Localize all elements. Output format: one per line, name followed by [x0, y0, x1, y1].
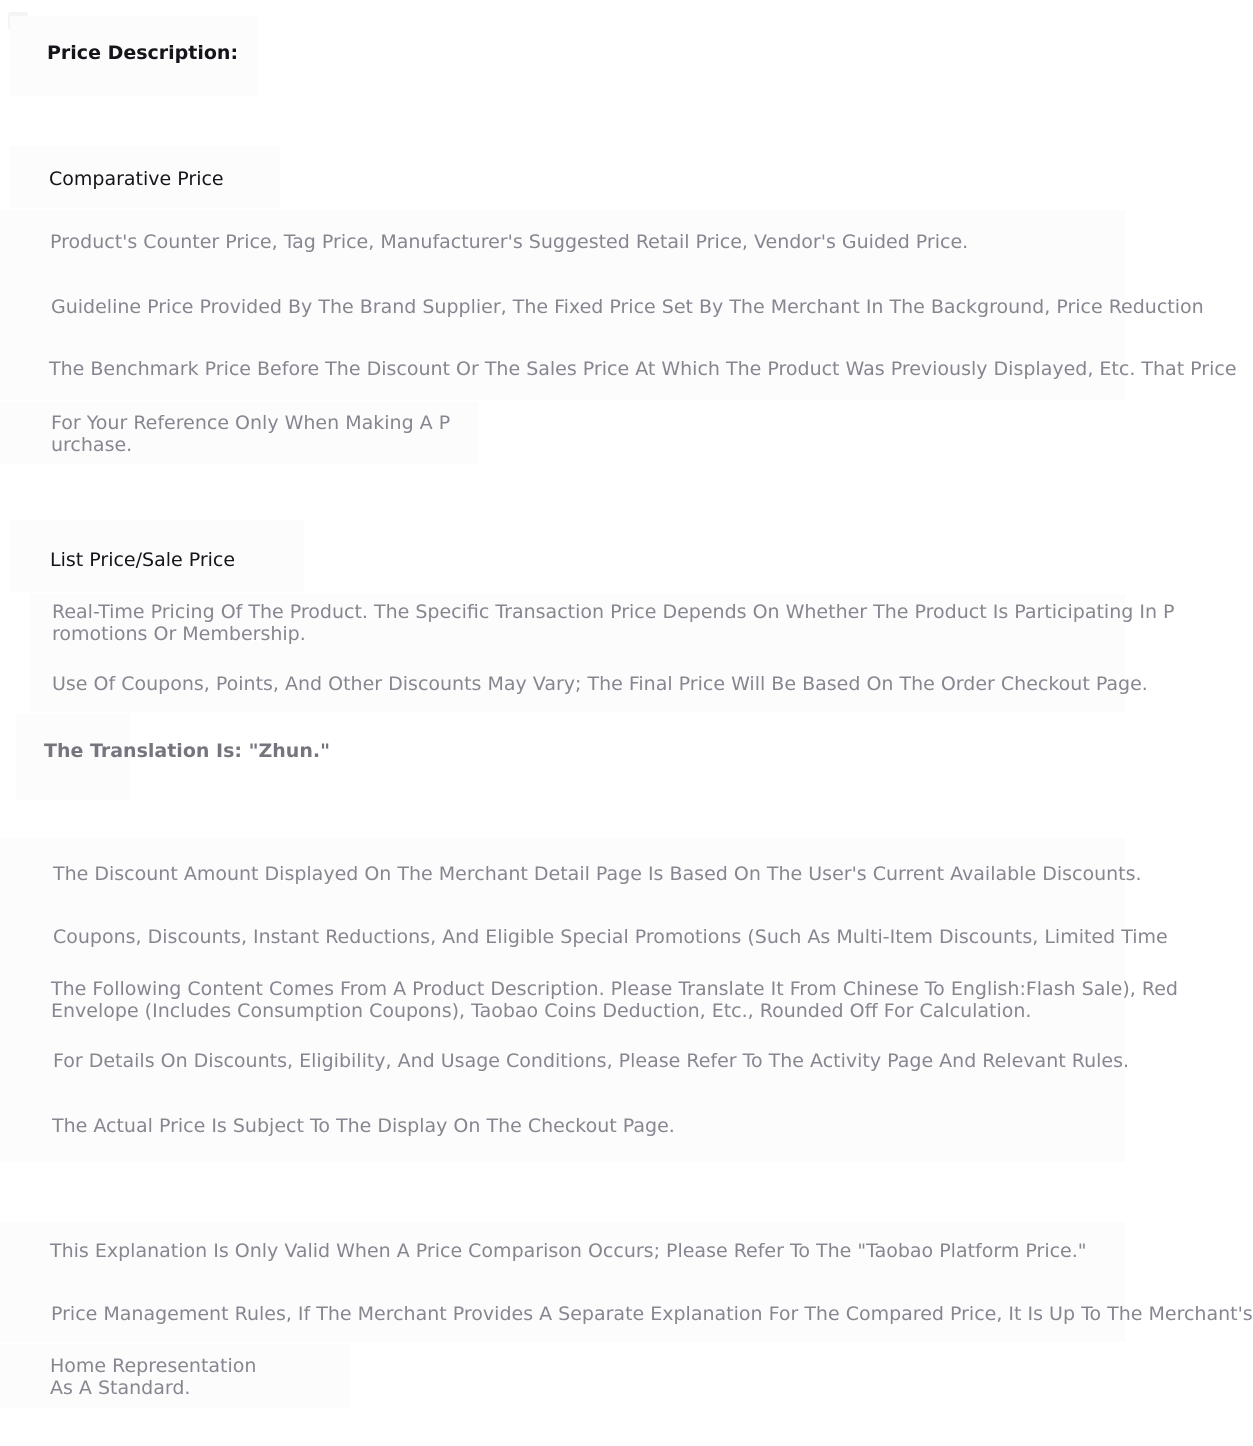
footer-line-2: Price Management Rules, If The Merchant Provides A Separate Explanation For The Compared Price, It Is Up To The Merchant's	[51, 1303, 1253, 1325]
comparative-line-1: Product's Counter Price, Tag Price, Manufacturer's Suggested Retail Price, Vendor's Guided Price.	[50, 231, 969, 253]
comparative-line-3: The Benchmark Price Before The Discount Or The Sales Price At Which The Product Was Previously Displayed, Etc. That Price	[49, 358, 1237, 380]
zhun-heading: The Translation Is: "Zhun."	[44, 740, 330, 762]
zhun-line-1: The Discount Amount Displayed On The Merchant Detail Page Is Based On The User's Current Available Discounts.	[53, 863, 1142, 885]
footer-line-3: Home Representation As A Standard.	[50, 1355, 257, 1399]
zhun-line-2: Coupons, Discounts, Instant Reductions, And Eligible Special Promotions (Such As Multi-Item Discounts, Limited Time	[53, 926, 1168, 948]
comparative-line-2: Guideline Price Provided By The Brand Supplier, The Fixed Price Set By The Merchant In The Background, Price Reduction	[51, 296, 1204, 318]
comparative-line-4: For Your Reference Only When Making A P urchase.	[51, 412, 451, 456]
list-price-line-2: Use Of Coupons, Points, And Other Discounts May Vary; The Final Price Will Be Based On The Order Checkout Page.	[52, 673, 1148, 695]
zhun-line-4: For Details On Discounts, Eligibility, And Usage Conditions, Please Refer To The Activity Page And Relevant Rules.	[53, 1050, 1130, 1072]
zhun-line-3: The Following Content Comes From A Product Description. Please Translate It From Chinese To English:Flash Sale), Red Envelope (Includes Consumption Coupons), Taobao Coins Deduction, Etc., Rounded Off For Calculation.	[51, 978, 1178, 1022]
footer-line-1: This Explanation Is Only Valid When A Price Comparison Occurs; Please Refer To The "Taobao Platform Price."	[50, 1240, 1087, 1262]
comparative-price-heading: Comparative Price	[49, 168, 224, 190]
page-title: Price Description:	[47, 42, 239, 64]
list-price-heading: List Price/Sale Price	[50, 549, 236, 571]
list-price-line-1: Real-Time Pricing Of The Product. The Specific Transaction Price Depends On Whether The Product Is Participating In P romotions Or Membership.	[52, 601, 1175, 645]
zhun-line-5: The Actual Price Is Subject To The Display On The Checkout Page.	[52, 1115, 675, 1137]
